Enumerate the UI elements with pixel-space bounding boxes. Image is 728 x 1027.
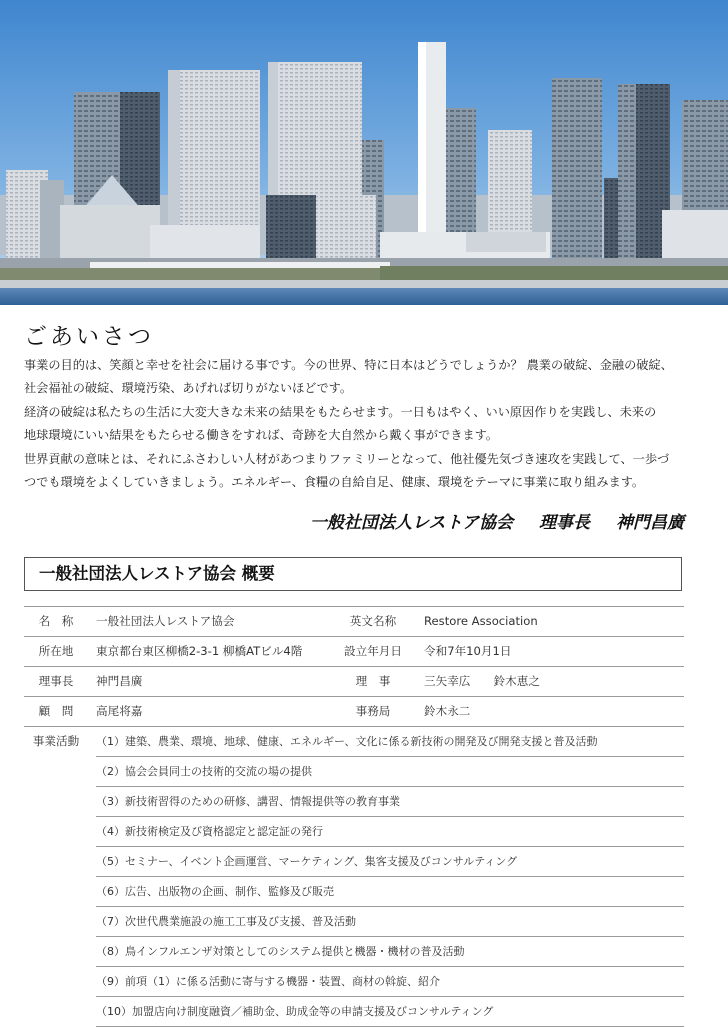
- row-value: 東京都台東区柳橋2-3-1 柳橋ATビル4階: [96, 644, 303, 658]
- row-label: 英文名称: [349, 614, 397, 628]
- activity-item: （9）前項（1）に係る活動に寄与する機器・装置、商材の斡旋、紹介: [96, 967, 684, 997]
- greeting-line: 地球環境にいい結果をもたらせる働きをすれば、奇跡を大自然から戴く事ができます。: [24, 428, 498, 443]
- activity-item: （7）次世代農業施設の施工工事及び支援、普及活動: [96, 907, 684, 937]
- signature-name: 神門昌廣: [616, 513, 684, 533]
- table-row: [24, 697, 684, 727]
- row-label: 顧 問: [38, 704, 74, 718]
- row-label: 名 称: [38, 614, 74, 628]
- row-label: 理 事: [355, 674, 391, 688]
- signature-org: 一般社団法人レストア協会: [310, 513, 513, 533]
- table-row: [24, 637, 684, 667]
- greeting-line: 事業の目的は、笑顔と幸せを社会に届ける事です。今の世界、特に日本はどうでしょうか？ 農業の破綻、金融の破綻、: [24, 358, 673, 372]
- activity-item: （8）鳥インフルエンザ対策としてのシステム提供と機器・機材の普及活動: [96, 937, 684, 967]
- row-value: 一般社団法人レストア協会: [96, 614, 235, 628]
- row-label: 理事長: [38, 674, 74, 688]
- activity-item: （6）広告、出版物の企画、制作、監修及び販売: [96, 877, 684, 907]
- activity-item: （1）建築、農業、環境、地球、健康、エネルギー、文化に係る新技術の開発及び開発支援と普及活動: [96, 727, 684, 757]
- row-value: 令和7年10月1日: [424, 644, 512, 658]
- overview-table: [24, 606, 684, 1027]
- row-value: 高尾将嘉: [96, 704, 143, 718]
- signature-role: 理事長: [539, 513, 590, 533]
- row-label: 設立年月日: [344, 644, 402, 658]
- signature: [310, 508, 684, 533]
- overview-heading: 一般社団法人レストア協会 概要: [24, 557, 682, 591]
- activity-item: （5）セミナー、イベント企画運営、マーケティング、集客支援及びコンサルティング: [96, 847, 684, 877]
- activity-item: （2）協会会員同士の技術的交流の場の提供: [96, 757, 684, 787]
- activity-item: （4）新技術検定及び資格認定と認定証の発行: [96, 817, 684, 847]
- row-value: 神門昌廣: [96, 674, 143, 688]
- greeting-line: 経済の破綻は私たちの生活に大変大きな未来の結果をもたらせます。一日もはやく、いい原因作りを実践し、未来の: [24, 404, 657, 419]
- greeting-title: ごあいさつ: [24, 324, 154, 350]
- row-value: 三矢幸広 鈴木恵之: [424, 674, 540, 688]
- table-row: [24, 606, 684, 637]
- greeting-body: [24, 354, 714, 494]
- row-value: 鈴木永二: [424, 704, 471, 718]
- activity-item: （3）新技術習得のための研修、講習、情報提供等の教育事業: [96, 787, 684, 817]
- activities-section: [24, 727, 684, 1027]
- greeting-line: 世界貢献の意味とは、それにふさわしい人材があつまりファミリーとなって、他社優先気づき速攻を実践して、一歩づ: [24, 451, 670, 466]
- table-row: [24, 667, 684, 697]
- greeting-line: つでも環境をよくしていきましょう。エネルギー、食糧の自給自足、健康、環境をテーマに事業に取り組みます。: [24, 475, 645, 490]
- row-label: 事務局: [355, 704, 391, 718]
- activities-label: 事業活動: [32, 734, 80, 748]
- city-skyline-photo: [0, 0, 728, 305]
- row-value: Restore Association: [424, 614, 538, 628]
- greeting-line: 社会福祉の破綻、環境汚染、あげれば切りがないほどです。: [24, 381, 353, 396]
- activity-item: （10）加盟店向け制度融資／補助金、助成金等の申請支援及びコンサルティング: [96, 997, 684, 1027]
- row-label: 所在地: [38, 644, 74, 658]
